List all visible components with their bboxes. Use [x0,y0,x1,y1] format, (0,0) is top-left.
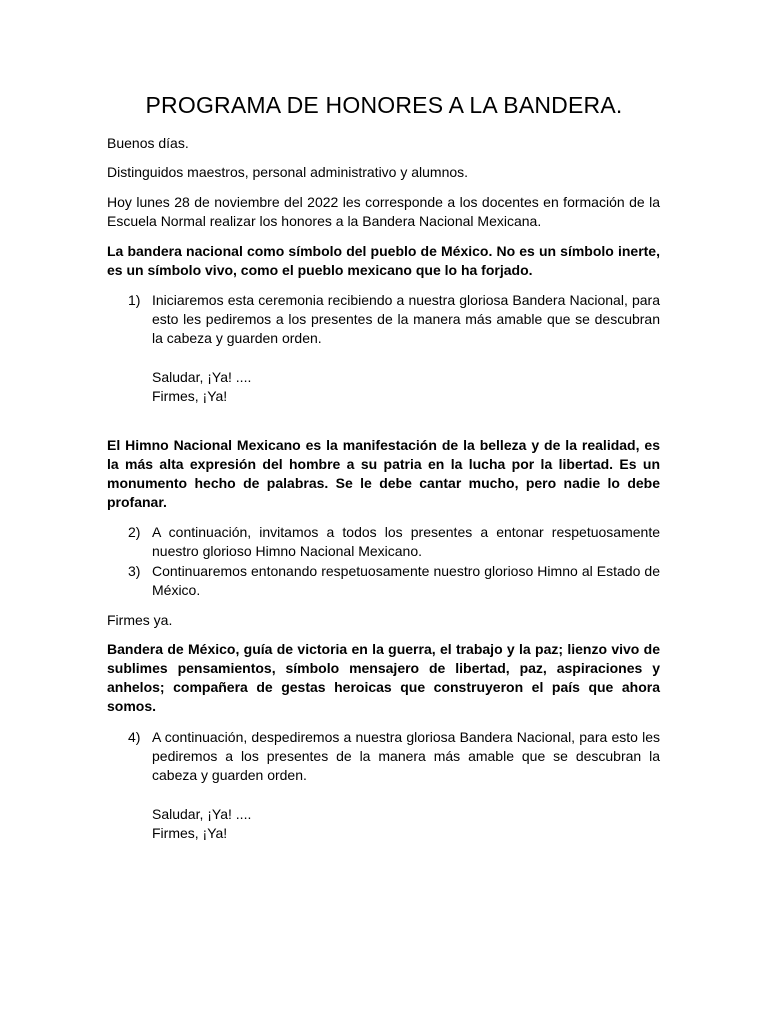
page-title: PROGRAMA DE HONORES A LA BANDERA. [145,92,623,118]
flag-quote: La bandera nacional como símbolo del pueblo de México. No es un símbolo inerte, es un símbolo vivo, como el pueblo mexicano que lo ha forjado. [107,243,660,278]
list-text: A continuación, invitamos a todos los presentes a entonar respetuosamente nuestro glorioso Himno Nacional Mexicano. [152,524,660,559]
farewell-quote: Bandera de México, guía de victoria en la guerra, el trabajo y la paz; lienzo vivo de sublimes pensamientos, símbolo mensajero de libertad, paz, aspiraciones y anhelos; compañera de gestas heroicas que construyeron el país que ahora somos. [107,641,660,714]
hymn-quote: El Himno Nacional Mexicano es la manifestación de la belleza y de la realidad, es la más alta expresión del hombre a su patria en la lucha por la libertad. Es un monumento hecho de palabras. Se le debe cantar mucho, pero nadie lo debe profanar. [107,437,660,510]
list-item-3 [128,562,660,600]
list-number: 1) [128,292,141,308]
list-item-1 [128,291,660,348]
list-item-2 [128,523,660,561]
list-text: A continuación, despediremos a nuestra gloriosa Bandera Nacional, para esto les pediremos a los presentes de la manera más amable que se descubran la cabeza y guarden orden. [152,729,660,783]
list-number: 3) [128,563,141,579]
list-number: 4) [128,729,141,745]
audience-line: Distinguidos maestros, personal administrativo y alumnos. [107,164,469,180]
command-saludar: Saludar, ¡Ya! .... [152,806,252,822]
greeting: Buenos días. [107,135,189,151]
firmes-ya-line: Firmes ya. [107,612,173,628]
intro-paragraph: Hoy lunes 28 de noviembre del 2022 les corresponde a los docentes en formación de la Escuela Normal realizar los honores a la Bandera Nacional Mexicana. [107,194,660,229]
list-number: 2) [128,524,141,540]
command-saludar: Saludar, ¡Ya! .... [152,369,252,385]
list-text: Iniciaremos esta ceremonia recibiendo a nuestra gloriosa Bandera Nacional, para esto les pediremos a los presentes de la manera más amable que se descubran la cabeza y guarden orden. [152,292,660,346]
command-firmes: Firmes, ¡Ya! [152,388,228,404]
list-text: Continuaremos entonando respetuosamente nuestro glorioso Himno al Estado de México. [152,563,660,598]
list-item-4 [128,728,660,785]
command-firmes: Firmes, ¡Ya! [152,825,228,841]
